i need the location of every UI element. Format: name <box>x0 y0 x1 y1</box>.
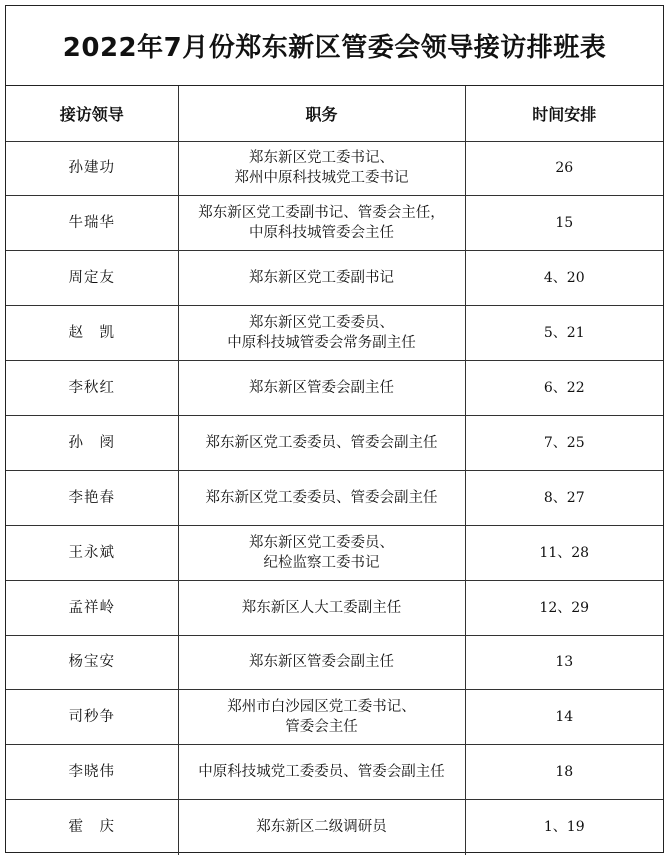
table-row <box>6 580 663 635</box>
position-line: 中原科技城党工委委员、管委会副主任 <box>198 764 445 781</box>
leader-name: 孙建功 <box>6 141 178 196</box>
schedule-dates: 8、27 <box>465 470 663 525</box>
position-line: 郑东新区党工委委员、管委会副主任 <box>205 434 438 451</box>
schedule-document <box>5 5 664 853</box>
leader-position <box>178 141 465 196</box>
leader-position <box>178 361 465 416</box>
position-line: 纪检监察工委书记 <box>263 554 380 571</box>
position-line: 郑东新区党工委委员、 <box>249 534 394 551</box>
leader-position <box>178 635 465 690</box>
table-row <box>6 635 663 690</box>
position-line: 郑东新区党工委副书记 <box>249 270 394 287</box>
leader-name: 孟祥岭 <box>6 580 178 635</box>
header-leader: 接访领导 <box>6 86 178 141</box>
position-line: 中原科技城管委会主任 <box>249 225 394 242</box>
leader-name: 孙 阌 <box>6 415 178 470</box>
position-line: 管委会主任 <box>285 719 358 736</box>
leader-position <box>178 525 465 580</box>
leader-position <box>178 415 465 470</box>
leader-name: 牛瑞华 <box>6 196 178 251</box>
schedule-dates: 12、29 <box>465 580 663 635</box>
leader-name: 李晓伟 <box>6 745 178 800</box>
leader-position <box>178 251 465 306</box>
schedule-table <box>6 86 663 855</box>
table-row <box>6 251 663 306</box>
position-line: 郑东新区二级调研员 <box>256 819 387 836</box>
document-title: 2022年7月份郑东新区管委会领导接访排班表 <box>6 6 663 86</box>
table-row <box>6 690 663 745</box>
position-line: 郑东新区党工委委员、 <box>249 315 394 332</box>
header-position: 职务 <box>178 86 465 141</box>
table-row <box>6 745 663 800</box>
table-header-row <box>6 86 663 141</box>
position-line: 郑东新区人大工委副主任 <box>241 599 402 616</box>
leader-name: 赵 凯 <box>6 306 178 361</box>
leader-position <box>178 690 465 745</box>
table-row <box>6 800 663 855</box>
header-schedule: 时间安排 <box>465 86 663 141</box>
schedule-dates: 7、25 <box>465 415 663 470</box>
leader-position <box>178 580 465 635</box>
leader-name: 李艳春 <box>6 470 178 525</box>
leader-position <box>178 470 465 525</box>
schedule-dates: 13 <box>465 635 663 690</box>
leader-position <box>178 306 465 361</box>
schedule-dates: 14 <box>465 690 663 745</box>
schedule-dates: 1、19 <box>465 800 663 855</box>
position-line: 郑东新区党工委书记、 <box>249 150 394 167</box>
leader-position <box>178 196 465 251</box>
schedule-dates: 26 <box>465 141 663 196</box>
leader-name: 李秋红 <box>6 361 178 416</box>
table-row <box>6 196 663 251</box>
schedule-dates: 5、21 <box>465 306 663 361</box>
schedule-dates: 18 <box>465 745 663 800</box>
leader-name: 周定友 <box>6 251 178 306</box>
leader-name: 杨宝安 <box>6 635 178 690</box>
schedule-dates: 15 <box>465 196 663 251</box>
position-line: 郑州中原科技城党工委书记 <box>234 170 409 187</box>
leader-position <box>178 800 465 855</box>
table-row <box>6 525 663 580</box>
position-line: 郑东新区管委会副主任 <box>249 380 394 396</box>
table-row <box>6 306 663 361</box>
table-row <box>6 415 663 470</box>
schedule-dates: 6、22 <box>465 361 663 416</box>
table-row <box>6 470 663 525</box>
position-line: 郑州市白沙园区党工委书记、 <box>227 699 416 716</box>
leader-name: 王永斌 <box>6 525 178 580</box>
position-line: 郑东新区党工委委员、管委会副主任 <box>205 489 438 506</box>
position-line: 郑东新区管委会副主任 <box>249 654 394 671</box>
leader-name: 司秒争 <box>6 690 178 745</box>
leader-name: 霍 庆 <box>6 800 178 855</box>
schedule-dates: 4、20 <box>465 251 663 306</box>
table-row <box>6 141 663 196</box>
table-row <box>6 361 663 416</box>
schedule-dates: 11、28 <box>465 525 663 580</box>
leader-position <box>178 745 465 800</box>
position-line: 郑东新区党工委副书记、管委会主任， <box>198 205 445 222</box>
position-line: 中原科技城管委会常务副主任 <box>227 335 416 352</box>
